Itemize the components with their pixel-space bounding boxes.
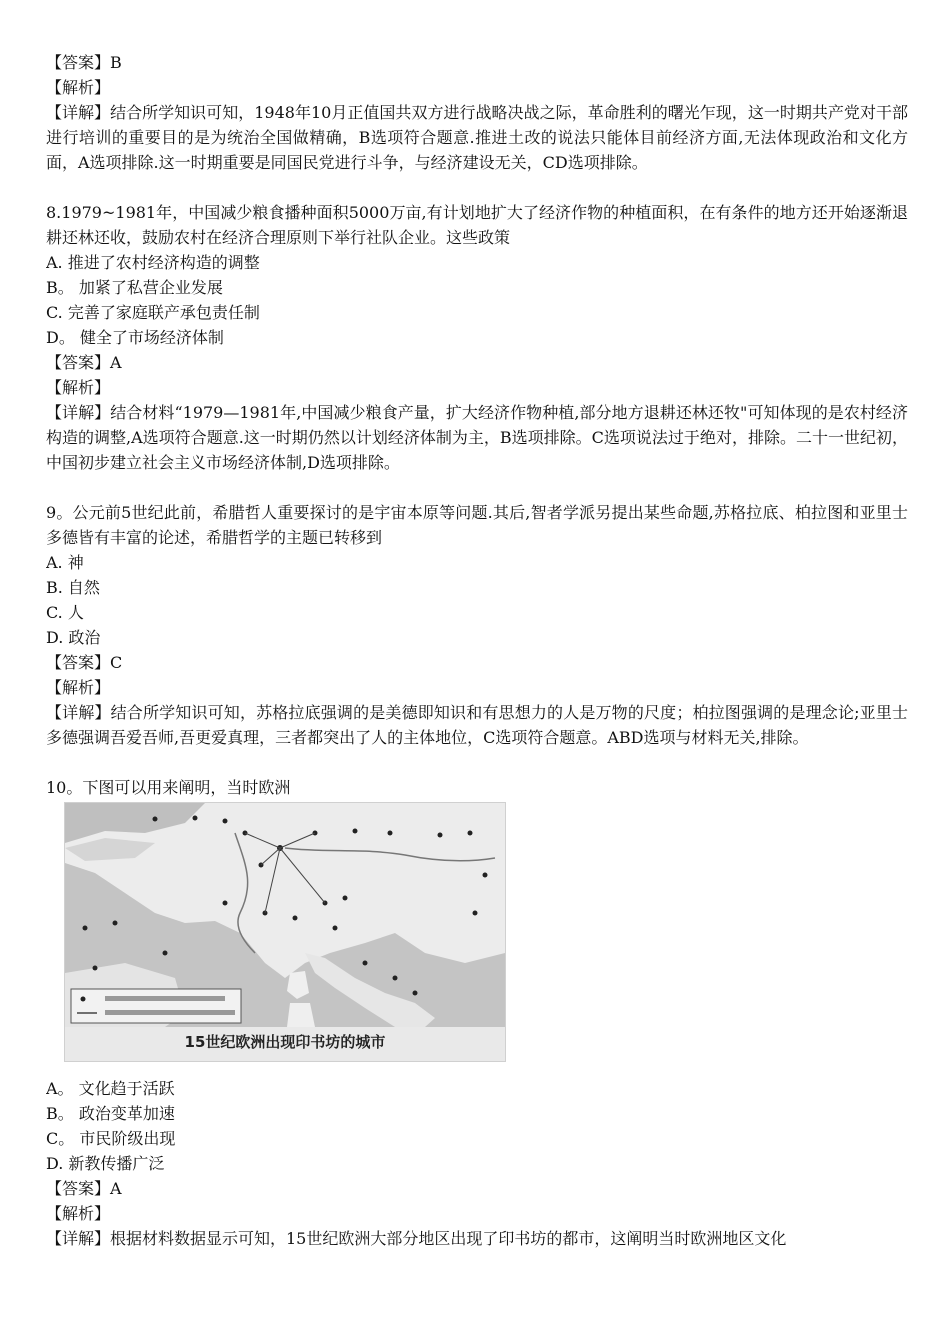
- q9-answer: 【答案】C: [46, 653, 123, 672]
- q9-option-b: B. 自然: [46, 578, 100, 597]
- europe-printing-map: [64, 802, 506, 1062]
- q9-analysis-label: 【解析】: [46, 678, 111, 697]
- q10-stem: 10。下图可以用来阐明，当时欧洲: [46, 778, 291, 797]
- map-graphic: [65, 803, 505, 1027]
- q8-option-d: D。 健全了市场经济体制: [46, 328, 224, 347]
- q10-answer: 【答案】A: [46, 1179, 122, 1198]
- q9-option-d: D. 政治: [46, 628, 101, 647]
- q7-detail: 【详解】结合所学知识可知，1948年10月正值国共双方进行战略决战之际，革命胜利的曙光乍现，这一时期共产党对干部进行培训的重要目的是为统治全国做精确，B选项符合题意.推进土改的说法只能体目前经济方面,无法体现政治和文化方面，A选项排除.这一时期重要是同国民党进行斗争，与经济建设无关，CD选项排除。: [46, 103, 908, 172]
- q10-option-b: B。 政治变革加速: [46, 1104, 175, 1123]
- q8-detail: 【详解】结合材料“1979—1981年,中国减少粮食产量，扩大经济作物种植,部分地方退耕还林还牧"可知体现的是农村经济构造的调整,A选项符合题意.这一时期仍然以计划经济体制为主，B选项排除。C选项说法过于绝对，排除。二十一世纪初，中国初步建立社会主义市场经济体制,D选项排除。: [46, 403, 908, 472]
- q8-stem: 8.1979~1981年，中国减少粮食播种面积5000万亩,有计划地扩大了经济作物的种植面积，在有条件的地方还开始逐渐退耕还林还收，鼓励农村在经济合理原则下举行社队企业。这些政策: [46, 203, 908, 247]
- q8-answer: 【答案】A: [46, 353, 122, 372]
- q8-analysis-label: 【解析】: [46, 378, 111, 397]
- q10-option-a: A。 文化趋于活跃: [46, 1079, 175, 1098]
- q8-option-a: A. 推进了农村经济构造的调整: [46, 253, 260, 272]
- q10-option-d: D. 新教传播广泛: [46, 1154, 165, 1173]
- q10-option-c: C。 市民阶级出现: [46, 1129, 176, 1148]
- q9-option-c: C. 人: [46, 603, 84, 622]
- q8-option-b: B。 加紧了私营企业发展: [46, 278, 223, 297]
- q10-detail: 【详解】根据材料数据显示可知，15世纪欧洲大部分地区出现了印书坊的都市，这阐明当时欧洲地区文化: [46, 1229, 787, 1248]
- q9-stem: 9。公元前5世纪此前，希腊哲人重要探讨的是宇宙本原等问题.其后,智者学派另提出某些命题,苏格拉底、柏拉图和亚里士多德皆有丰富的论述，希腊哲学的主题已转移到: [46, 503, 908, 547]
- q10-analysis-label: 【解析】: [46, 1204, 111, 1223]
- q8-option-c: C. 完善了家庭联产承包责任制: [46, 303, 260, 322]
- q9-option-a: A. 神: [46, 553, 84, 572]
- q9-detail: 【详解】结合所学知识可知，苏格拉底强调的是美德即知识和有思想力的人是万物的尺度；柏拉图强调的是理念论;亚里士多德强调吾爱吾师,吾更爱真理，三者都突出了人的主体地位，C选项符合题意。ABD选项与材料无关,排除。: [46, 703, 908, 747]
- map-caption: 15世纪欧洲出现印书坊的城市: [184, 1033, 386, 1051]
- q7-answer: 【答案】B: [46, 53, 122, 72]
- q7-analysis-label: 【解析】: [46, 78, 111, 97]
- document-page: [46, 50, 908, 1251]
